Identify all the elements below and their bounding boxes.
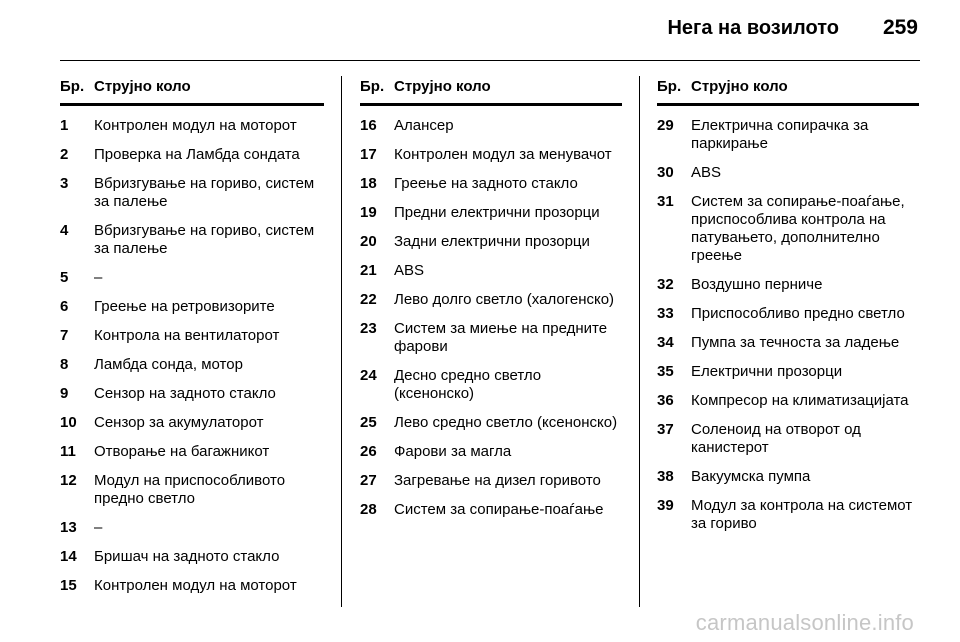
fuse-row — [657, 276, 919, 294]
fuse-number: 5 — [60, 269, 69, 286]
fuse-circuit: Пумпа за течноста за ладење — [691, 334, 900, 351]
fuse-row — [657, 497, 919, 533]
fuse-circuit: Фарови за магла — [394, 443, 512, 460]
fuse-circuit: Задни електрични прозорци — [394, 233, 590, 250]
fuse-row — [360, 443, 622, 461]
number-header: Бр. — [657, 78, 682, 95]
fuse-circuit: Сензор на задното стакло — [94, 385, 276, 402]
fuse-number: 22 — [360, 291, 377, 308]
fuse-circuit: Алансер — [394, 117, 454, 134]
fuse-number: 7 — [60, 327, 69, 344]
fuse-circuit: Контролен модул на моторот — [94, 117, 297, 134]
fuse-number: 13 — [60, 519, 77, 536]
fuse-row — [60, 577, 324, 595]
fuse-number: 19 — [360, 204, 377, 221]
fuse-row — [60, 414, 324, 432]
fuse-row — [60, 298, 324, 316]
fuse-number: 37 — [657, 421, 674, 438]
fuse-row — [60, 548, 324, 566]
number-header: Бр. — [60, 78, 85, 95]
fuse-number: 16 — [360, 117, 377, 134]
fuse-number: 24 — [360, 367, 377, 384]
fuse-number: 21 — [360, 262, 377, 279]
fuse-circuit: – — [94, 519, 103, 536]
fuse-number: 1 — [60, 117, 69, 134]
circuit-header: Струјно коло — [394, 78, 491, 95]
fuse-number: 34 — [657, 334, 674, 351]
fuse-circuit: Проверка на Ламбда сондата — [94, 146, 300, 163]
fuse-number: 20 — [360, 233, 377, 250]
fuse-number: 3 — [60, 175, 69, 192]
fuse-row — [657, 164, 919, 182]
fuse-number: 23 — [360, 320, 377, 337]
fuse-column-2 — [360, 78, 622, 519]
fuse-number: 2 — [60, 146, 69, 163]
fuse-row — [360, 262, 622, 280]
fuse-number: 31 — [657, 193, 674, 210]
fuse-list — [360, 117, 622, 519]
fuse-circuit: Систем за сопирање-поаѓање — [394, 501, 604, 518]
column-header — [360, 78, 622, 106]
fuse-circuit: Контролен модул на моторот — [94, 577, 297, 594]
fuse-circuit: Ламбда сонда, мотор — [94, 356, 243, 373]
column-header — [657, 78, 919, 106]
fuse-row — [360, 291, 622, 309]
fuse-circuit: Отворање на багажникот — [94, 443, 270, 460]
fuse-row — [60, 175, 324, 211]
fuse-circuit: Греење на задното стакло — [394, 175, 578, 192]
fuse-row — [360, 501, 622, 519]
page-number: 259 — [882, 16, 918, 39]
fuse-number: 4 — [60, 222, 69, 239]
fuse-row — [360, 233, 622, 251]
fuse-number: 27 — [360, 472, 377, 489]
fuse-number: 36 — [657, 392, 674, 409]
fuse-circuit: Соленоид на отворот од канистерот — [691, 421, 861, 456]
fuse-row — [657, 363, 919, 381]
fuse-circuit: Контролен модул за менувачот — [394, 146, 612, 163]
fuse-number: 6 — [60, 298, 69, 315]
fuse-number: 25 — [360, 414, 377, 431]
fuse-number: 32 — [657, 276, 674, 293]
fuse-row — [60, 269, 324, 287]
fuse-circuit: – — [94, 269, 103, 286]
fuse-circuit: Контрола на вентилаторот — [94, 327, 280, 344]
fuse-circuit: Сензор за акумулаторот — [94, 414, 264, 431]
fuse-circuit: Лево средно светло (ксенонско) — [394, 414, 618, 431]
column-divider-1 — [341, 76, 342, 607]
number-header: Бр. — [360, 78, 385, 95]
fuse-row — [360, 146, 622, 164]
fuse-number: 26 — [360, 443, 377, 460]
fuse-row — [60, 519, 324, 537]
fuse-row — [657, 392, 919, 410]
fuse-circuit: Модул на приспособливото предно светло — [94, 472, 286, 507]
fuse-circuit: Електрични прозорци — [691, 363, 843, 380]
fuse-row — [657, 193, 919, 265]
fuse-number: 10 — [60, 414, 77, 431]
fuse-row — [60, 443, 324, 461]
fuse-circuit: Вбризгување на гориво, систем за палење — [94, 175, 315, 210]
fuse-number: 29 — [657, 117, 674, 134]
fuse-row — [657, 117, 919, 153]
fuse-circuit: Приспособливо предно светло — [691, 305, 905, 322]
fuse-number: 9 — [60, 385, 69, 402]
fuse-row — [360, 367, 622, 403]
fuse-circuit: Систем за сопирање-поаѓање, приспособлива контрола на патувањето, дополнително греење — [691, 193, 905, 264]
fuse-number: 15 — [60, 577, 77, 594]
fuse-number: 18 — [360, 175, 377, 192]
fuse-number: 39 — [657, 497, 674, 514]
watermark: carmanualsonline.info — [695, 610, 914, 635]
fuse-row — [360, 117, 622, 135]
fuse-row — [60, 222, 324, 258]
fuse-row — [60, 356, 324, 374]
fuse-number: 33 — [657, 305, 674, 322]
column-divider-2 — [639, 76, 640, 607]
fuse-number: 17 — [360, 146, 377, 163]
fuse-number: 12 — [60, 472, 77, 489]
fuse-number: 38 — [657, 468, 674, 485]
fuse-number: 14 — [60, 548, 77, 565]
fuse-row — [657, 468, 919, 486]
fuse-row — [657, 421, 919, 457]
fuse-number: 35 — [657, 363, 674, 380]
fuse-circuit: Електрична сопирачка за паркирање — [691, 117, 869, 152]
fuse-column-1 — [60, 78, 324, 595]
fuse-row — [60, 327, 324, 345]
circuit-header: Струјно коло — [94, 78, 191, 95]
fuse-row — [360, 472, 622, 490]
fuse-row — [657, 305, 919, 323]
fuse-number: 30 — [657, 164, 674, 181]
fuse-circuit: Десно средно светло (ксенонско) — [394, 367, 542, 402]
fuse-circuit: Лево долго светло (халогенско) — [394, 291, 615, 308]
fuse-row — [60, 117, 324, 135]
header-divider — [60, 60, 920, 61]
fuse-circuit: Загревање на дизел горивото — [394, 472, 601, 489]
fuse-circuit: Вакуумска пумпа — [691, 468, 811, 485]
fuse-number: 28 — [360, 501, 377, 518]
fuse-column-3 — [657, 78, 919, 533]
page-title: Нега на возилото — [667, 17, 839, 39]
fuse-circuit: Компресор на климатизацијата — [691, 392, 909, 409]
fuse-circuit: Греење на ретровизорите — [94, 298, 275, 315]
fuse-number: 11 — [60, 443, 76, 460]
fuse-circuit: Предни електрични прозорци — [394, 204, 600, 221]
fuse-list — [657, 117, 919, 533]
page-header — [667, 16, 918, 40]
fuse-list — [60, 117, 324, 595]
fuse-row — [360, 320, 622, 356]
fuse-circuit: Модул за контрола на системот за гориво — [691, 497, 913, 532]
fuse-circuit: ABS — [394, 262, 425, 279]
circuit-header: Струјно коло — [691, 78, 788, 95]
fuse-circuit: Систем за миење на предните фарови — [394, 320, 608, 355]
fuse-circuit: Воздушно перниче — [691, 276, 823, 293]
fuse-row — [360, 414, 622, 432]
fuse-row — [360, 175, 622, 193]
fuse-row — [60, 146, 324, 164]
fuse-circuit: Вбризгување на гориво, систем за палење — [94, 222, 315, 257]
column-header — [60, 78, 324, 106]
fuse-number: 8 — [60, 356, 69, 373]
fuse-circuit: ABS — [691, 164, 722, 181]
fuse-circuit: Бришач на задното стакло — [94, 548, 280, 565]
fuse-row — [657, 334, 919, 352]
fuse-row — [360, 204, 622, 222]
fuse-row — [60, 472, 324, 508]
fuse-row — [60, 385, 324, 403]
